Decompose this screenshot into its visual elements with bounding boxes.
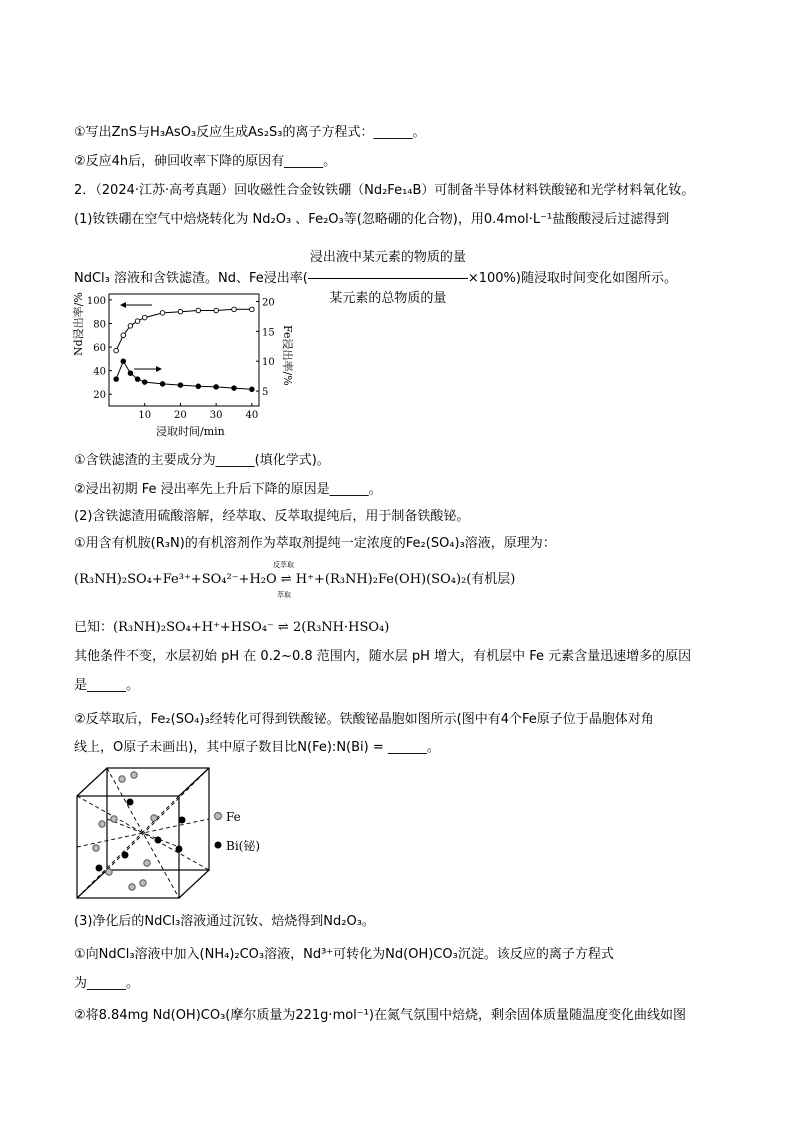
- fe-atom: [129, 884, 135, 890]
- part2-sub2-line1: ②反萃取后，Fe₂(SO₄)₃经转化可得到铁酸铋。铁酸铋晶胞如图所示(图中有4个Fe原子位于晶胞体对角: [74, 712, 654, 727]
- nd-data-point: [196, 308, 201, 313]
- fe-data-point: [142, 380, 147, 385]
- left-y-tick-label: 20: [93, 390, 106, 402]
- fe-atom: [93, 845, 99, 851]
- fraction-numerator: 浸出液中某元素的物质的量: [308, 238, 468, 279]
- nd-data-point: [142, 315, 147, 320]
- equation-arrow-bottom-label: 萃取: [277, 591, 291, 599]
- nd-data-point: [114, 348, 119, 353]
- bi-atom: [176, 846, 183, 853]
- fe-axis-arrow: [134, 366, 162, 372]
- q1-line2: ②反应4h后，砷回收率下降的原因有______。: [74, 154, 337, 169]
- left-y-tick-label: 40: [93, 366, 106, 378]
- part3-sub1-line1: ①向NdCl₃溶液中加入(NH₄)₂CO₃溶液，Nd³⁺可转化为Nd(OH)CO₃沉淀。该反应的离子方程式: [74, 947, 614, 962]
- fe-atom: [140, 880, 146, 886]
- bi-atom: [155, 837, 162, 844]
- bi-atom: [122, 852, 129, 859]
- right-y-tick-label: 5: [262, 387, 269, 399]
- part2-sub1: ①用含有机胺(R₃N)的有机溶剂作为萃取剂提纯一定浓度的Fe₂(SO₄)₃溶液，原理为：: [74, 536, 556, 551]
- left-y-tick-label: 60: [93, 343, 106, 355]
- fe-data-point: [128, 371, 133, 376]
- fraction-denominator: 某元素的总物质的量: [329, 291, 447, 306]
- q1-line1: ①写出ZnS与H₃AsO₃反应生成As₂S₃的离子方程式：______。: [74, 125, 426, 140]
- fe-atom: [106, 869, 112, 875]
- nd-data-point: [250, 307, 255, 312]
- extraction-equation: [74, 571, 515, 589]
- right-y-tick-label: 20: [262, 297, 275, 309]
- x-axis-label: 浸取时间/min: [156, 425, 225, 438]
- x-tick-label: 20: [174, 410, 187, 421]
- fe-atom: [144, 860, 150, 866]
- part2-text1: 其他条件不变，水层初始 pH 在 0.2~0.8 范围内，随水层 pH 增大，有机层中 Fe 元素含量迅速增多的原因: [74, 649, 692, 664]
- nd-data-point: [232, 307, 237, 312]
- part1-line2-b: ×100%)随浸取时间变化如图所示。: [467, 271, 677, 286]
- fe-series-line: [116, 361, 252, 389]
- fe-data-point: [196, 384, 201, 389]
- nd-data-point: [214, 308, 219, 313]
- right-y-tick-label: 10: [262, 357, 275, 369]
- nd-data-point: [128, 324, 133, 329]
- bi-atom: [179, 817, 186, 824]
- fe-atom: [131, 772, 137, 778]
- fe-data-point: [160, 382, 165, 387]
- left-y-tick-label: 80: [93, 319, 106, 331]
- x-tick-label: 10: [138, 410, 152, 421]
- fe-atom: [151, 815, 157, 821]
- fe-data-point: [232, 386, 237, 391]
- nd-axis-arrow: [120, 302, 152, 308]
- fe-data-point: [135, 377, 140, 382]
- question-header: 2．（2024·江苏·高考真题）回收磁性合金钕铁硼（Nd₂Fe₁₄B）可制备半导体材料铁酸铋和光学材料氧化钕。: [74, 183, 695, 198]
- bi-legend-marker: [215, 842, 222, 849]
- part1-line1: (1)钕铁硼在空气中焙烧转化为 Nd₂O₃ 、Fe₂O₃等(忽略硼的化合物)，用0.4mol·L⁻¹盐酸酸浸后过滤得到: [74, 212, 670, 227]
- nd-data-point: [135, 319, 140, 324]
- leach-rate-chart: [72, 285, 302, 445]
- nd-data-point: [178, 309, 183, 314]
- left-axis-label: Nd浸出率/%: [72, 292, 85, 356]
- nd-data-point: [160, 311, 165, 316]
- fe-data-point: [121, 359, 126, 364]
- nd-data-point: [121, 333, 126, 338]
- part2-sub2-line2: 线上，O原子未画出)，其中原子数目比N(Fe):N(Bi) = ______。: [74, 740, 440, 755]
- bi-legend-label: Bi(铋): [226, 839, 261, 853]
- part1-line2-a: NdCl₃ 溶液和含铁滤渣。Nd、Fe浸出率(: [74, 271, 308, 286]
- part3-sub1-line2: 为______。: [74, 976, 140, 991]
- bi-atom: [127, 799, 134, 806]
- part3-intro: (3)净化后的NdCl₃溶液通过沉钕、焙烧得到Nd₂O₃。: [74, 914, 375, 929]
- equation-arrow-top-label: 反萃取: [273, 561, 294, 569]
- part1-sub2: ②浸出初期 Fe 浸出率先上升后下降的原因是______。: [74, 482, 382, 497]
- fe-atom: [111, 816, 117, 822]
- fe-data-point: [214, 385, 219, 390]
- fe-data-point: [114, 377, 119, 382]
- equation-text: (R₃NH)₂SO₄+Fe³⁺+SO₄²⁻+H₂O ⇌ H⁺+(R₃NH)₂Fe(OH)(SO₄)₂(有机层): [74, 572, 516, 587]
- fe-data-point: [250, 387, 255, 392]
- part1-sub1: ①含铁滤渣的主要成分为______(填化学式)。: [74, 453, 330, 468]
- fe-atom: [119, 776, 125, 782]
- bismuth-ferrite-unit-cell: [74, 765, 294, 905]
- fe-legend-marker: [215, 813, 222, 820]
- cube-dashed-lines: [77, 768, 209, 898]
- x-tick-label: 40: [245, 410, 259, 421]
- leach-rate-fraction: [308, 238, 468, 319]
- right-y-tick-label: 15: [262, 327, 275, 339]
- fe-data-point: [178, 383, 183, 388]
- part2-text2: 是______。: [74, 678, 140, 693]
- nd-series-line: [116, 309, 252, 350]
- fe-atom: [99, 821, 105, 827]
- part3-sub2: ②将8.84mg Nd(OH)CO₃(摩尔质量为221g·mol⁻¹)在氮气氛围中焙烧，剩余固体质量随温度变化曲线如图: [74, 1008, 686, 1023]
- left-y-tick-label: 100: [86, 295, 106, 307]
- fe-legend-label: Fe: [226, 810, 241, 824]
- right-axis-label: Fe浸出率/%: [281, 325, 294, 386]
- known-equation: 已知：(R₃NH)₂SO₄+H⁺+HSO₄⁻ ⇌ 2(R₃NH·HSO₄): [74, 620, 390, 635]
- part2-intro: (2)含铁滤渣用硫酸溶解，经萃取、反萃取提纯后，用于制备铁酸铋。: [74, 509, 470, 524]
- x-tick-label: 30: [209, 410, 223, 421]
- bi-atom: [96, 865, 103, 872]
